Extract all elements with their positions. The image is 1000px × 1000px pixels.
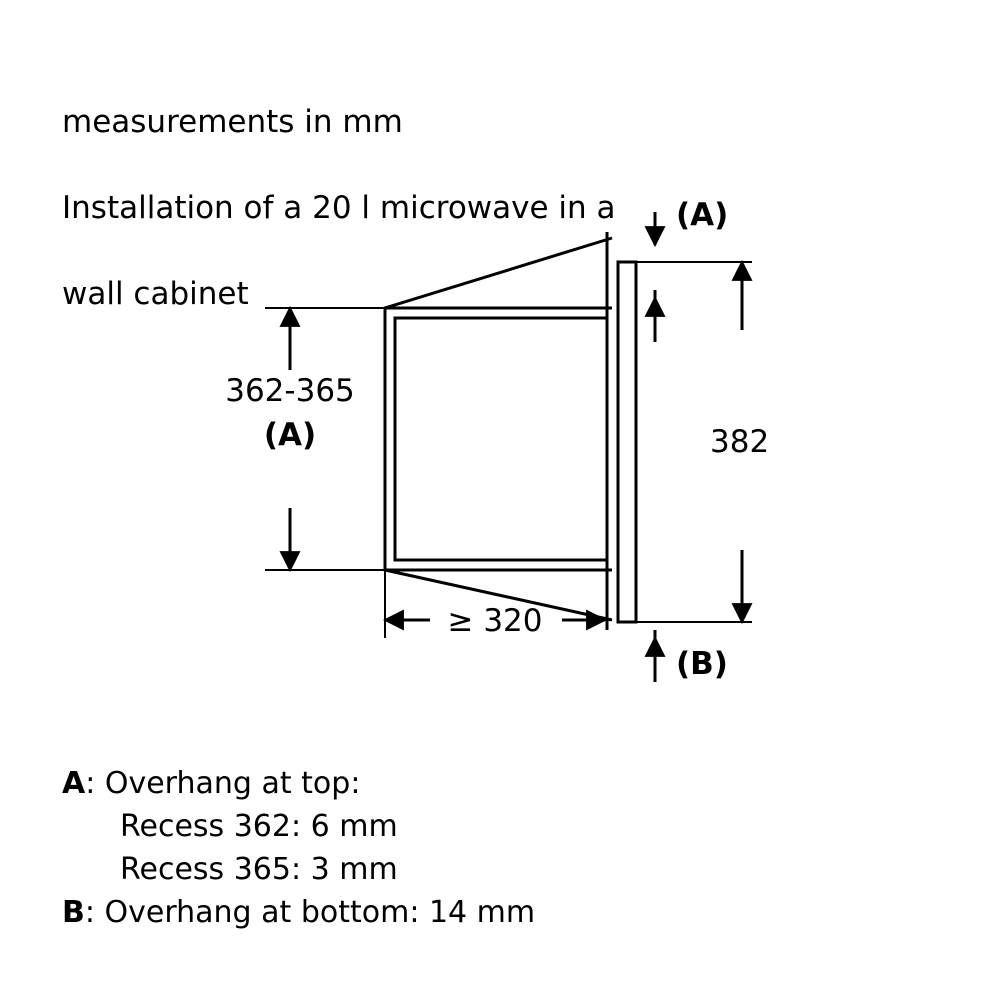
- legend-key-a: A: [62, 766, 86, 801]
- label-top-a: (A): [676, 197, 729, 233]
- legend-row-b: [62, 891, 942, 934]
- legend-row-a-sub2: [62, 848, 942, 891]
- label-right-height: 382: [710, 424, 770, 460]
- legend: [62, 762, 942, 934]
- legend-row-a-sub1: [62, 805, 942, 848]
- drawing-svg: [0, 190, 1000, 720]
- legend-key-b: B: [62, 895, 85, 930]
- title-line-2: Installation of a 20 l microwave in a: [62, 190, 616, 226]
- legend-text-b: : Overhang at bottom: 14 mm: [84, 895, 536, 930]
- title-line-1: measurements in mm: [62, 104, 403, 140]
- cabinet-niche-outline: [385, 238, 612, 620]
- title-line-3: wall cabinet: [62, 276, 249, 312]
- legend-text-a: : Overhang at top:: [85, 766, 361, 801]
- label-left-height-tag: (A): [263, 417, 317, 453]
- label-bottom-width: ≥ 320: [447, 603, 543, 639]
- legend-row-a: [62, 762, 942, 805]
- label-left-height-value: 362-365: [225, 373, 355, 409]
- legend-text-a-sub1: Recess 362: 6 mm: [120, 809, 398, 844]
- legend-text-a-sub2: Recess 365: 3 mm: [120, 852, 398, 887]
- label-bottom-b: (B): [676, 646, 728, 682]
- technical-drawing: [0, 190, 1000, 720]
